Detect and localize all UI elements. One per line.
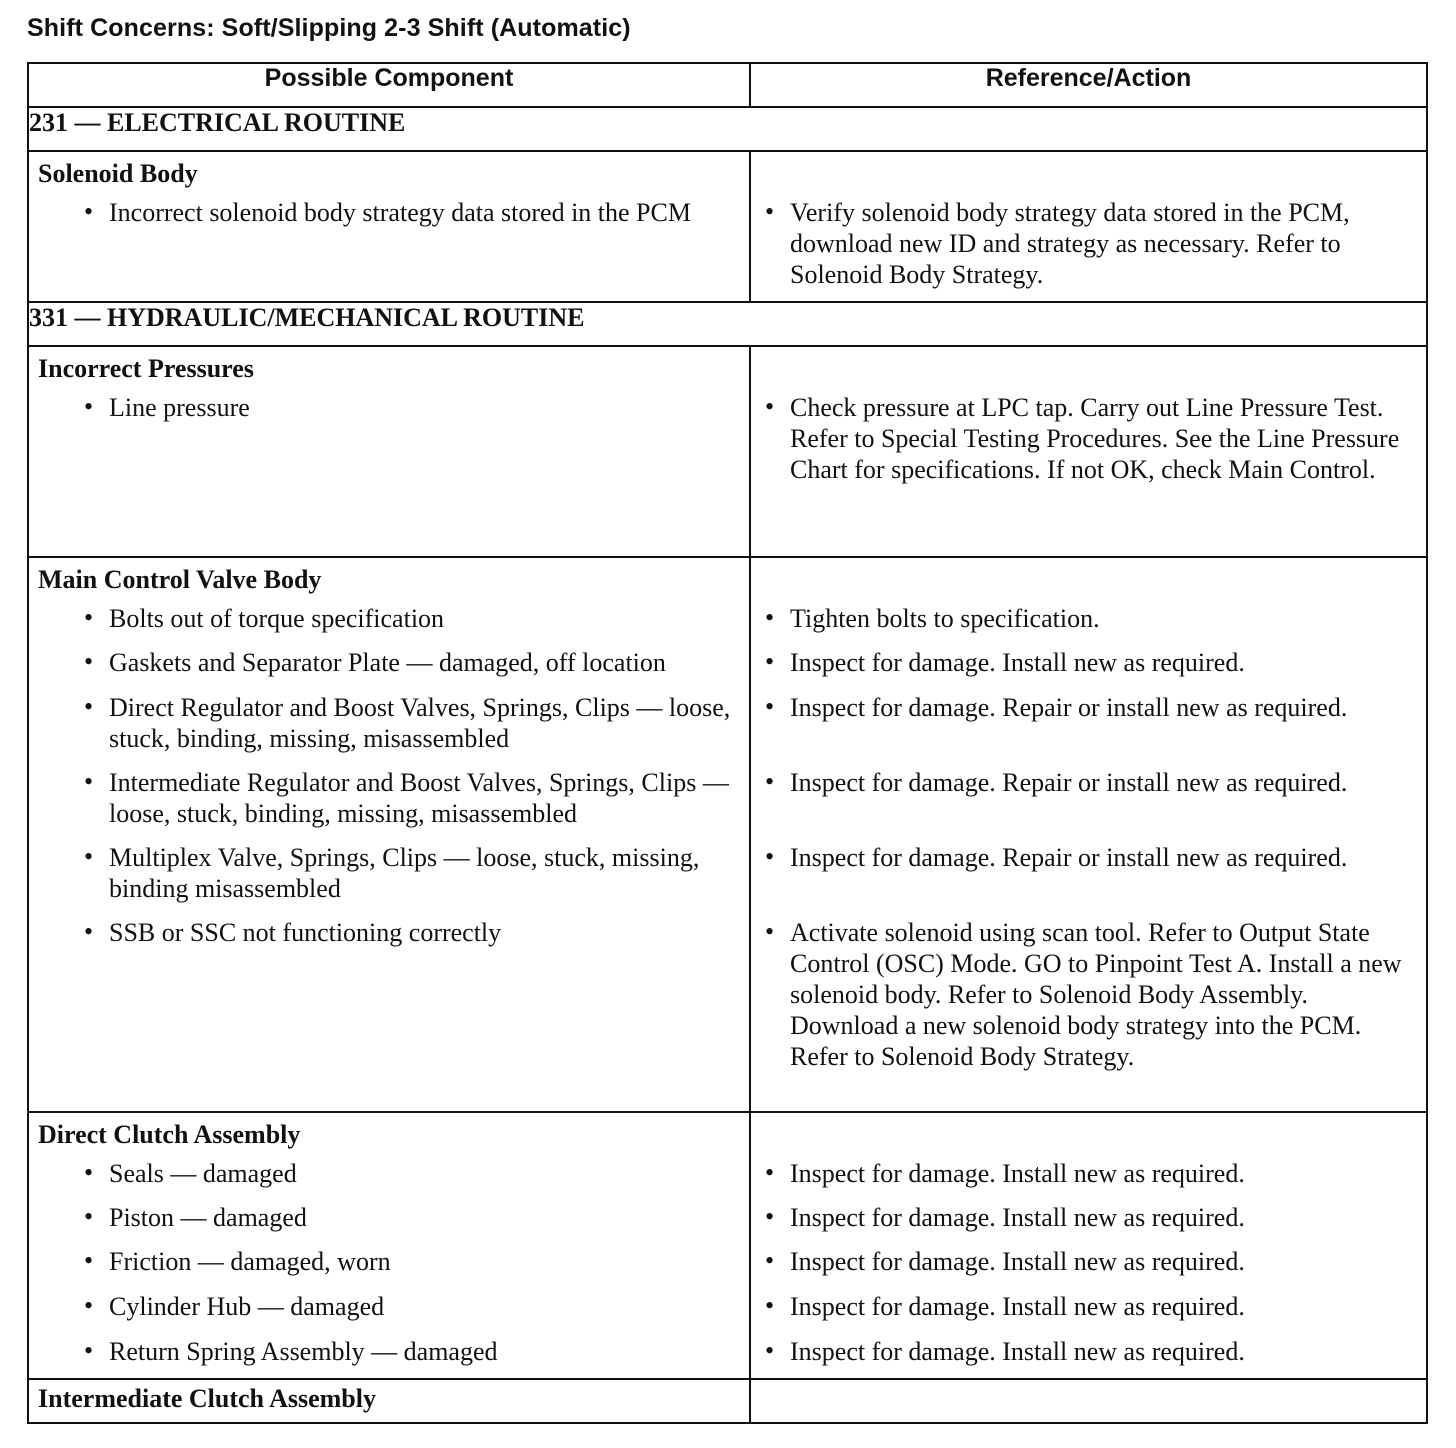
bullet-icon: • [765, 392, 775, 421]
component-item [29, 197, 749, 228]
action-cell [750, 1112, 1427, 1379]
section-row [28, 302, 1427, 346]
component-text: Intermediate Regulator and Boost Valves, Springs, Clips — loose, stuck, binding, missing, misassembled [109, 768, 729, 828]
component-item [29, 1336, 749, 1367]
section-label: 231 — ELECTRICAL ROUTINE [28, 107, 1427, 151]
component-text: Line pressure [109, 393, 250, 422]
component-item [29, 767, 749, 842]
bullet-icon: • [84, 1246, 94, 1275]
component-cell [28, 557, 750, 1112]
action-text: Check pressure at LPC tap. Carry out Line Pressure Test. Refer to Special Testing Procedures. See the Line Pressure Chart for specifications. If not OK, check Main Control. [790, 393, 1400, 484]
action-cell [750, 557, 1427, 1112]
action-item [751, 603, 1426, 647]
bullet-icon: • [84, 842, 94, 871]
component-text: Bolts out of torque specification [109, 604, 445, 633]
action-text: Tighten bolts to specification. [790, 604, 1100, 633]
component-text: Direct Regulator and Boost Valves, Springs, Clips — loose, stuck, binding, missing, misassembled [109, 693, 731, 753]
action-text: Inspect for damage. Install new as required. [790, 1337, 1245, 1366]
action-cell [750, 151, 1427, 302]
component-item [29, 392, 749, 423]
header-reference-action: Reference/Action [750, 63, 1427, 107]
bullet-icon: • [84, 1291, 94, 1320]
action-item [751, 1158, 1426, 1202]
action-text: Inspect for damage. Install new as required. [790, 648, 1245, 677]
action-item [751, 392, 1426, 485]
bullet-icon: • [84, 917, 94, 946]
action-item [751, 917, 1426, 1072]
action-cell [750, 1379, 1427, 1423]
action-text: Inspect for damage. Install new as required. [790, 1292, 1245, 1321]
component-item [29, 1291, 749, 1336]
action-item [751, 767, 1426, 842]
bullet-icon: • [84, 1336, 94, 1365]
component-text: Cylinder Hub — damaged [109, 1292, 385, 1321]
bullet-icon: • [84, 197, 94, 226]
component-cell [28, 151, 750, 302]
component-item [29, 917, 749, 948]
group-row [28, 557, 1427, 1112]
action-item [751, 1291, 1426, 1336]
component-item [29, 647, 749, 692]
component-item [29, 1158, 749, 1202]
bullet-icon: • [765, 197, 775, 226]
bullet-icon: • [84, 392, 94, 421]
section-label: 331 — HYDRAULIC/MECHANICAL ROUTINE [28, 302, 1427, 346]
component-text: Gaskets and Separator Plate — damaged, off location [109, 648, 666, 677]
bullet-icon: • [84, 692, 94, 721]
diagnostic-table [27, 62, 1428, 1424]
action-text: Inspect for damage. Repair or install new as required. [790, 693, 1348, 722]
action-item [751, 1336, 1426, 1367]
component-item [29, 1202, 749, 1246]
component-text: Piston — damaged [109, 1203, 307, 1232]
page-title: Shift Concerns: Soft/Slipping 2-3 Shift (Automatic) [27, 14, 631, 42]
component-text: Multiplex Valve, Springs, Clips — loose, stuck, missing, binding misassembled [109, 843, 700, 903]
component-item [29, 842, 749, 917]
table-header-row [28, 63, 1427, 107]
bullet-icon: • [765, 1202, 775, 1231]
action-text: Verify solenoid body strategy data stored in the PCM, download new ID and strategy as necessary. Refer to Solenoid Body Strategy. [790, 198, 1350, 289]
group-name: Incorrect Pressures [38, 354, 254, 383]
section-row [28, 107, 1427, 151]
header-possible-component: Possible Component [28, 63, 750, 107]
bullet-icon: • [765, 692, 775, 721]
component-cell [28, 346, 750, 557]
bullet-icon: • [765, 842, 775, 871]
component-item [29, 603, 749, 647]
bullet-icon: • [765, 1158, 775, 1187]
bullet-icon: • [765, 1336, 775, 1365]
action-text: Inspect for damage. Install new as required. [790, 1247, 1245, 1276]
component-cell [28, 1379, 750, 1423]
bullet-icon: • [765, 767, 775, 796]
action-text: Activate solenoid using scan tool. Refer to Output State Control (OSC) Mode. GO to Pinpoint Test A. Install a new solenoid body. Refer to Solenoid Body Assembly. Download a new solenoid body strategy into the PCM. Refer to Solenoid Body Strategy. [790, 918, 1402, 1071]
bullet-icon: • [84, 1158, 94, 1187]
component-text: Return Spring Assembly — damaged [109, 1337, 498, 1366]
bullet-icon: • [765, 603, 775, 632]
action-item [751, 1202, 1426, 1246]
action-text: Inspect for damage. Install new as required. [790, 1159, 1245, 1188]
action-text: Inspect for damage. Repair or install new as required. [790, 768, 1348, 797]
group-row [28, 151, 1427, 302]
action-item [751, 692, 1426, 767]
action-item [751, 842, 1426, 917]
group-row [28, 346, 1427, 557]
group-name: Intermediate Clutch Assembly [38, 1384, 376, 1413]
group-name: Solenoid Body [38, 159, 198, 188]
component-text: SSB or SSC not functioning correctly [109, 918, 502, 947]
action-cell [750, 346, 1427, 557]
action-item [751, 197, 1426, 290]
component-text: Incorrect solenoid body strategy data stored in the PCM [109, 198, 691, 227]
bullet-icon: • [84, 767, 94, 796]
bullet-icon: • [765, 1246, 775, 1275]
group-name: Main Control Valve Body [38, 565, 322, 594]
action-text: Inspect for damage. Repair or install new as required. [790, 843, 1348, 872]
component-text: Seals — damaged [109, 1159, 297, 1188]
bullet-icon: • [765, 917, 775, 946]
bullet-icon: • [765, 647, 775, 676]
action-item [751, 1246, 1426, 1291]
action-text: Inspect for damage. Install new as required. [790, 1203, 1245, 1232]
group-name: Direct Clutch Assembly [38, 1120, 301, 1149]
bullet-icon: • [84, 1202, 94, 1231]
component-item [29, 692, 749, 767]
bullet-icon: • [765, 1291, 775, 1320]
component-cell [28, 1112, 750, 1379]
group-row [28, 1379, 1427, 1423]
bullet-icon: • [84, 647, 94, 676]
group-row [28, 1112, 1427, 1379]
component-text: Friction — damaged, worn [109, 1247, 391, 1276]
action-item [751, 647, 1426, 692]
component-item [29, 1246, 749, 1291]
bullet-icon: • [84, 603, 94, 632]
